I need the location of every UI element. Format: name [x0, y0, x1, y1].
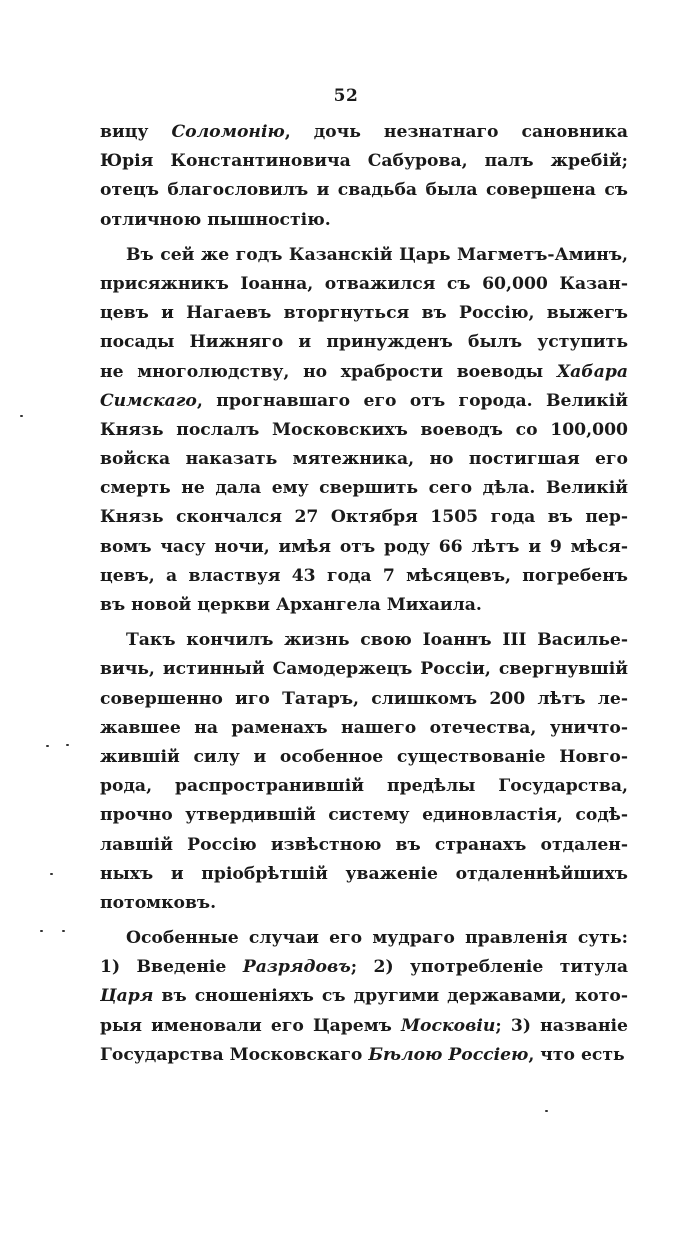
text-line	[100, 328, 628, 357]
italic-text: Царя	[100, 986, 154, 1007]
text-line	[100, 772, 628, 801]
scan-speck	[50, 873, 53, 875]
text-line	[100, 924, 628, 953]
text-segment: прочно утвердившій систему единовластія, содѣ-	[100, 805, 628, 826]
italic-text: Симскаго	[100, 390, 197, 411]
scan-speck	[40, 930, 43, 932]
text-line	[100, 241, 628, 270]
text-segment: въ новой церкви Архангела Михаила.	[100, 595, 482, 615]
text-line	[100, 831, 628, 860]
text-segment: вомъ часу ночи, имѣя отъ роду 66 лѣтъ и 9 мѣся-	[100, 536, 628, 557]
text-segment: Князь послалъ Московскихъ воеводъ со 100,000	[100, 419, 628, 440]
scan-speck	[20, 415, 23, 417]
text-segment: ; 2) употребленіе титула	[350, 957, 628, 978]
text-segment: цевъ и Нагаевъ вторгнуться въ Россію, выжегъ	[100, 303, 628, 324]
text-line	[100, 655, 628, 684]
text-line	[100, 299, 628, 328]
scan-speck	[46, 745, 49, 747]
body-text	[100, 118, 628, 1070]
text-line	[100, 743, 628, 772]
text-segment: присяжникъ Іоанна, отважился съ 60,000 Казан-	[100, 273, 628, 294]
text-segment: Князь скончался 27 Октября 1505 года въ пер-	[100, 507, 628, 528]
text-segment: , дочь незнатнаго сановника	[284, 122, 628, 142]
text-segment: Особенные случаи его мудраго правленія суть:	[126, 928, 628, 949]
text-line	[100, 503, 628, 532]
text-segment: Въ сей же годъ Казанскій Царь Магметъ-Аминъ,	[126, 244, 628, 265]
text-line	[100, 714, 628, 743]
text-segment: жавшее на раменахъ нашего отечества, уничто-	[100, 717, 628, 738]
text-segment: вичь, истинный Самодержецъ Россіи, свергнувшій	[100, 659, 628, 680]
text-segment: ; 3) названіе	[495, 1015, 628, 1036]
text-line	[100, 445, 628, 474]
text-line	[100, 562, 628, 591]
text-segment: , что есть	[528, 1044, 625, 1065]
text-segment: посады Нижняго и принужденъ былъ уступить	[100, 332, 628, 353]
text-segment: отличною пышностію.	[100, 209, 331, 230]
text-segment: лавшій Россію извѣстною въ странахъ отдален-	[100, 834, 628, 855]
text-line	[100, 1012, 628, 1041]
text-line	[100, 176, 628, 205]
text-line	[100, 889, 628, 918]
text-segment: 1) Введеніе	[100, 957, 243, 978]
text-segment: рода, распространившій предѣлы Государства,	[100, 776, 628, 797]
text-segment: цевъ, а властвуя 43 года 7 мѣсяцевъ, погребенъ	[100, 565, 628, 586]
text-line	[100, 474, 628, 503]
scan-speck	[66, 744, 69, 746]
scan-speck	[545, 1110, 548, 1112]
text-line	[100, 270, 628, 299]
text-line	[100, 118, 628, 147]
text-segment: рыя именовали его Царемъ	[100, 1015, 402, 1036]
text-line	[100, 591, 628, 620]
text-line	[100, 685, 628, 714]
text-segment: смерть не дала ему свершить сего дѣла. Великій	[100, 478, 628, 499]
text-segment: отецъ благословилъ и свадьба была совершена съ	[100, 180, 628, 201]
text-segment: совершенно иго Татаръ, слишкомъ 200 лѣтъ ле-	[100, 688, 628, 709]
italic-text: Московіи	[401, 1015, 496, 1036]
italic-text: Хабара	[556, 361, 628, 382]
text-line	[100, 387, 628, 416]
text-line	[100, 1041, 628, 1070]
text-line	[100, 416, 628, 445]
text-line	[100, 206, 628, 235]
italic-text: Соломонію	[171, 122, 285, 142]
text-line	[100, 533, 628, 562]
text-segment: , прогнавшаго его отъ города. Великій	[196, 390, 628, 411]
text-line	[100, 626, 628, 655]
text-line	[100, 147, 628, 176]
text-segment: Государства Московскаго	[100, 1044, 369, 1065]
text-segment: жившій силу и особенное существованіе Новго-	[100, 746, 628, 767]
text-segment: не многолюдству, но храбрости воеводы	[100, 361, 557, 382]
italic-text: Бѣлою Россіею	[368, 1044, 529, 1065]
italic-text: Разрядовъ	[242, 957, 351, 978]
text-segment: Юрія Константиновича Сабурова, палъ жребій;	[100, 151, 628, 172]
text-line	[100, 860, 628, 889]
text-line	[100, 801, 628, 830]
scan-speck	[62, 930, 65, 932]
text-segment: войска наказать мятежника, но постигшая его	[100, 449, 628, 470]
text-segment: въ сношеніяхъ съ другими державами, кото-	[153, 986, 628, 1007]
text-segment: ныхъ и пріобрѣтшій уваженіе отдаленнѣйшихъ	[100, 863, 628, 884]
text-line	[100, 982, 628, 1011]
text-line	[100, 358, 628, 387]
text-segment: Такъ кончилъ жизнь свою Іоаннъ III Василье-	[126, 630, 628, 651]
text-line	[100, 953, 628, 982]
text-segment: вицу	[100, 122, 172, 142]
text-segment: потомковъ.	[100, 892, 217, 913]
page-number: 52	[333, 86, 359, 106]
